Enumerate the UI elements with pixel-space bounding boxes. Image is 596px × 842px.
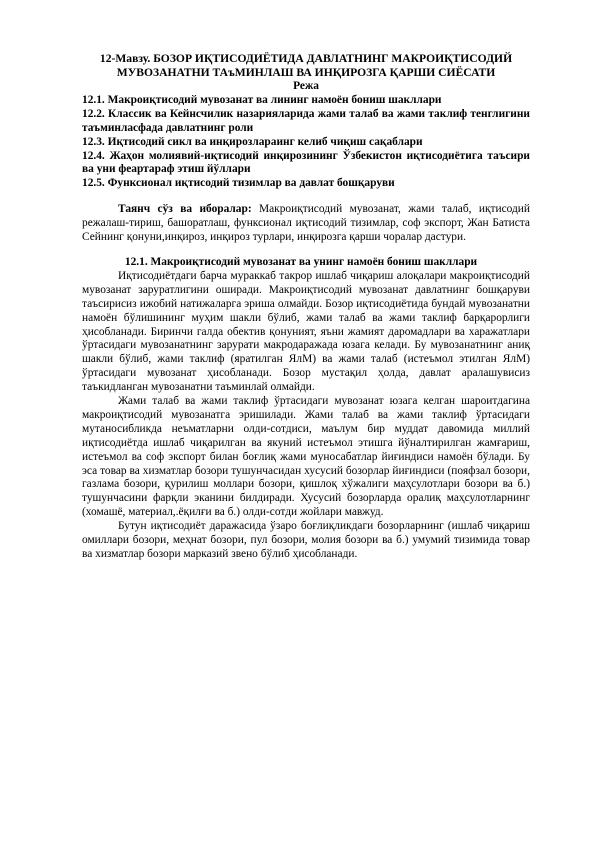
plan-item: 12.5. Функсионал иқтисодий тизимлар ва давлат бошқаруви [82, 177, 395, 190]
keywords-text: Макроиқтисодий мувозанат, жами талаб, иқтисодий режалаш-тириш, башоратлаш, функсионал иқтисодий тизимлар, соф экспорт, Жан Батиста Сейнинг қонуни,инқироз, инқироз турлари, инқирозга қарши чоралар дастури. [82, 203, 530, 244]
section-heading: 12.1. Макроиқтисодий мувозанат ва унинг намоён бониш шакллари [124, 255, 478, 268]
body-paragraph: Жами талаб ва жами таклиф ўртасидаги мувозанат юзага келган шароитдагина макроиқтисодий мувозанатга эришилади. Жами талаб ва жами таклиф ўртасидаги мутаносибликда неъматларни олди-сотдиси, маълум бир муддат давомида миллий иқтисодиётда ишлаб чиқарилган ва якуний истеъмол этишга йўналтирилган жамғариш, истеъмол ва соф экспорт билан боғлиқ жами муносабатлар йиғиндиси намоён бўлади. Бу эса товар ва хизматлар бозори тушунчасидан хусусий бозорлар йиғиндиси (пояфзал бозори, газлама бозори, қурилиш моллари бозори, қишлоқ хўжалиги маҳсулотлари бозори ва б.) тушунчасини фарқли эканини билдиради. Хусусий бозорларда оралиқ маҳсулотларнинг (хомашё, материал,.ёқилғи ва б.) олди-сотди жойлари мавжуд. [82, 395, 530, 519]
plan-item: 12.2. Классик ва Кейнсчилик назарияларида жами талаб ва жами таклиф тенглигини таъминласфада давлатнинг роли [82, 107, 530, 134]
plan-list [82, 94, 530, 191]
body-paragraph: Иқтисодиётдаги барча мураккаб такрор ишлаб чиқариш алоқалари макроиқтисодий мувозанат заруратлигини оширади. Макроиқтисодий мувозанат давлатнинг бошқаруви таъсирисиз ижобий натижаларга эриша олмайди. Бозор иқтисодиётида бундай мувозанатни намоён бўлишининг муҳим шакли бўлиб, жами талаб ва жами таклиф барқарорлиги ҳисобланади. Биринчи галда обектив қонуният, яъни жамият даромадлари ва харажатлари ўртасидаги мувозанатнинг зарурати макродаражада юзага келади. Бу мувозанатнинг аниқ шакли бўлиб, жами таклиф (яратилган ЯлМ) ва жами талаб (истеъмол этилган ЯлМ) ўртасидаги мувозанат ҳисобланади. Бозор мустақил ҳолда, давлат аралашувисиз таъкидланган мувозанатни таъминлай олмайди. [82, 269, 530, 394]
keywords-label: Таянч сўз ва иборалар: [118, 203, 252, 216]
document-page [82, 52, 530, 562]
page-title: 12-Мавзу. БОЗОР ИҚТИСОДИЁТИДА ДАВЛАТНИНГ МАКРОИҚТИСОДИЙ МУВОЗАНАТНИ ТАъМИНЛАШ ВА ИНҚИРОЗГА ҚАРШИ СИЁСАТИ [99, 52, 513, 79]
plan-item: 12.4. Жаҳон молиявий-иқтисодий инқирозининг Ўзбекистон иқтисодиётига таъсири ва уни феартараф этиш йўллари [82, 149, 530, 176]
plan-heading: Режа [293, 80, 319, 92]
keywords-paragraph [82, 203, 530, 245]
body-paragraph: Бутун иқтисодиёт даражасида ўзаро боғлиқликдаги бозорларнинг (ишлаб чиқариш омиллари бозори, меҳнат бозори, пул бозори, молия бозори ва б.) умумий тизимида товар ва хизматлар бозори марказий звено бўлиб ҳисобланади. [82, 520, 530, 560]
plan-item: 12.1. Макроиқтисодий мувозанат ва лининг намоён бониш шакллари [82, 93, 442, 106]
plan-item: 12.3. Иқтисодий сикл ва инқирозлараинг келиб чиқиш сақаблари [82, 135, 423, 148]
